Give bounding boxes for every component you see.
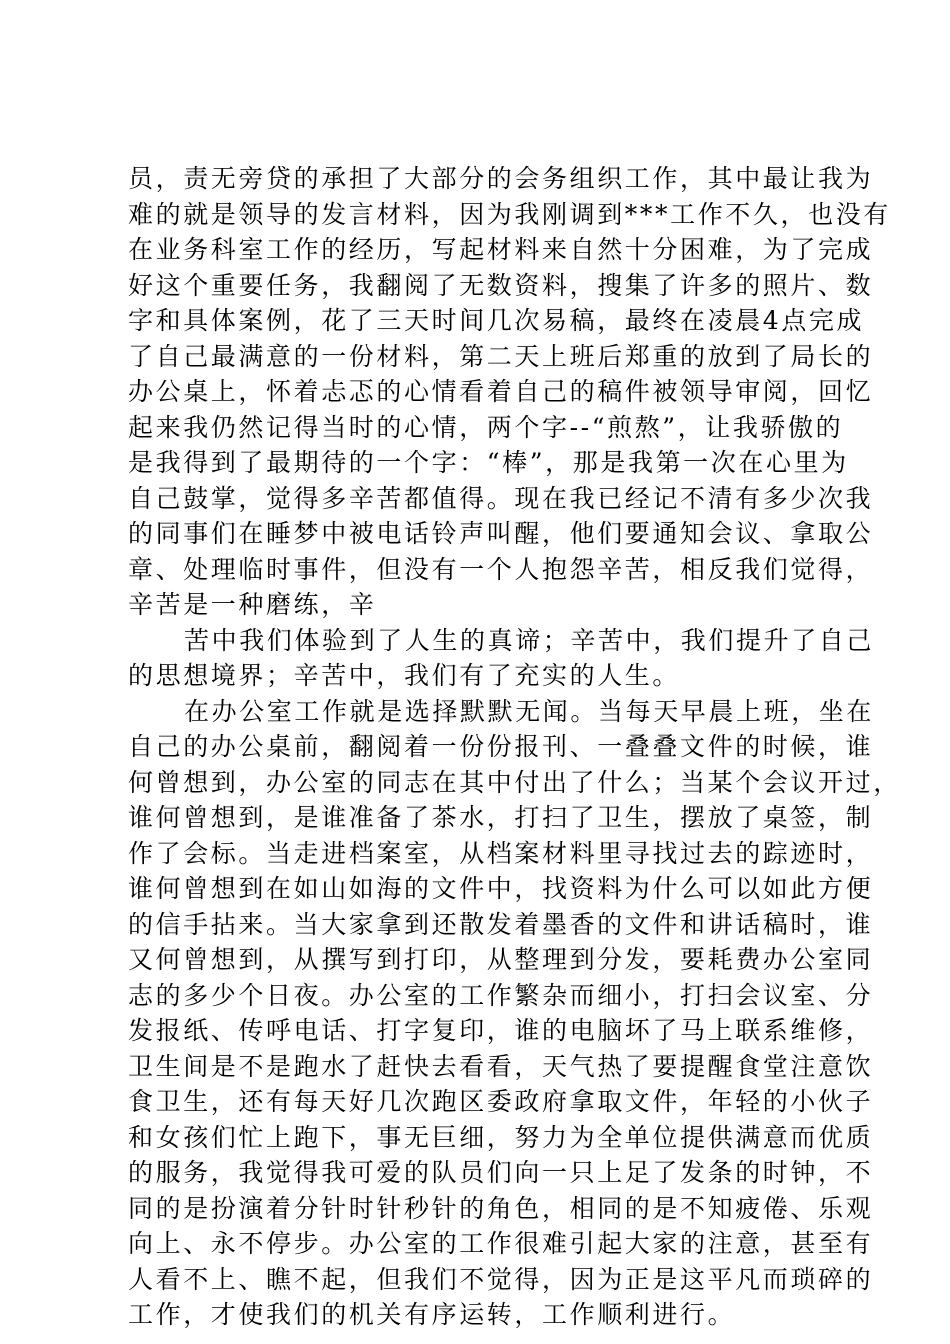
text-line: 人看不上、瞧不起，但我们不觉得，因为正是这平凡而琐碎的	[128, 1264, 874, 1294]
text-line: 食卫生，还有每天好几次跑区委政府拿取文件，年轻的小伙子	[128, 1087, 874, 1116]
text-line: 员，责无旁贷的承担了大部分的会务组织工作，其中最让我为	[128, 164, 874, 193]
text-line: 在业务科室工作的经历，写起材料来自然十分困难，为了完成	[128, 235, 874, 264]
text-line: 章、处理临时事件，但没有一个人抱怨辛苦，相反我们觉得，	[128, 554, 874, 584]
paragraph-1	[128, 161, 891, 623]
text-line: 同的是扮演着分针时针秒针的角色，相同的是不知疲倦、乐观	[128, 1193, 874, 1223]
text-line: 自己的办公桌前，翻阅着一份份报刊、一叠叠文件的时候，谁	[128, 732, 874, 761]
text-line: 卫生间是不是跑水了赶快去看看，天气热了要提醒食堂注意饮	[128, 1051, 874, 1081]
paragraph-3	[128, 694, 901, 1333]
text-line: 工作，才使我们的机关有序运转，工作顺利进行。	[128, 1300, 736, 1329]
text-line: 发报纸、传呼电话、打字复印，谁的电脑坏了马上联系维修，	[128, 1016, 874, 1045]
text-line: 作了会标。当走进档案室，从档案材料里寻找过去的踪迹时，	[128, 838, 874, 868]
text-line: 苦中我们体验到了人生的真谛；辛苦中，我们提升了自己	[184, 625, 875, 655]
text-line: 了自己最满意的一份材料，第二天上班后郑重的放到了局长的	[128, 341, 874, 371]
text-line: 是我得到了最期待的一个字：“棒”，那是我第一次在心里为	[128, 448, 849, 477]
text-line: 字和具体案例，花了三天时间几次易稿，最终在凌晨4点完成	[128, 306, 865, 335]
text-line: 办公桌上，怀着忐忑的心情看着自己的稿件被领导审阅，回忆	[128, 377, 874, 406]
text-line: 志的多少个日夜。办公室的工作繁杂而细小，打扫会议室、分	[128, 980, 874, 1010]
text-line: 的思想境界；辛苦中，我们有了充实的人生。	[128, 661, 681, 690]
text-line: 难的就是领导的发言材料，因为我刚调到***工作不久，也没有	[128, 199, 891, 229]
text-line: 的服务，我觉得我可爱的队员们向一只上足了发条的时钟，不	[128, 1158, 874, 1187]
text-line: 的信手拈来。当大家拿到还散发着墨香的文件和讲话稿时，谁	[128, 909, 874, 939]
text-line: 何曾想到，办公室的同志在其中付出了什么；当某个会议开过，	[128, 767, 901, 797]
text-line: 向上、永不停步。办公室的工作很难引起大家的注意，甚至有	[128, 1229, 874, 1258]
text-line: 起来我仍然记得当时的心情，两个字--“煎熬”，让我骄傲的	[128, 412, 844, 442]
text-line: 辛苦是一种磨练，辛	[128, 590, 377, 619]
text-line: 好这个重要任务，我翻阅了无数资料，搜集了许多的照片、数	[128, 270, 874, 300]
text-line: 在办公室工作就是选择默默无闻。当每天早晨上班，坐在	[184, 696, 875, 726]
text-line: 谁何曾想到在如山如海的文件中，找资料为什么可以如此方便	[128, 874, 874, 903]
text-line: 和女孩们忙上跑下，事无巨细，努力为全单位提供满意而优质	[128, 1122, 874, 1152]
text-line: 自己鼓掌，觉得多辛苦都值得。现在我已经记不清有多少次我	[128, 483, 874, 513]
document-body	[128, 161, 901, 1333]
text-line: 谁何曾想到，是谁准备了茶水，打扫了卫生，摆放了桌签，制	[128, 803, 874, 832]
text-line: 又何曾想到，从撰写到打印，从整理到分发，要耗费办公室同	[128, 945, 874, 974]
paragraph-2	[128, 623, 875, 694]
text-line: 的同事们在睡梦中被电话铃声叫醒，他们要通知会议、拿取公	[128, 519, 874, 548]
